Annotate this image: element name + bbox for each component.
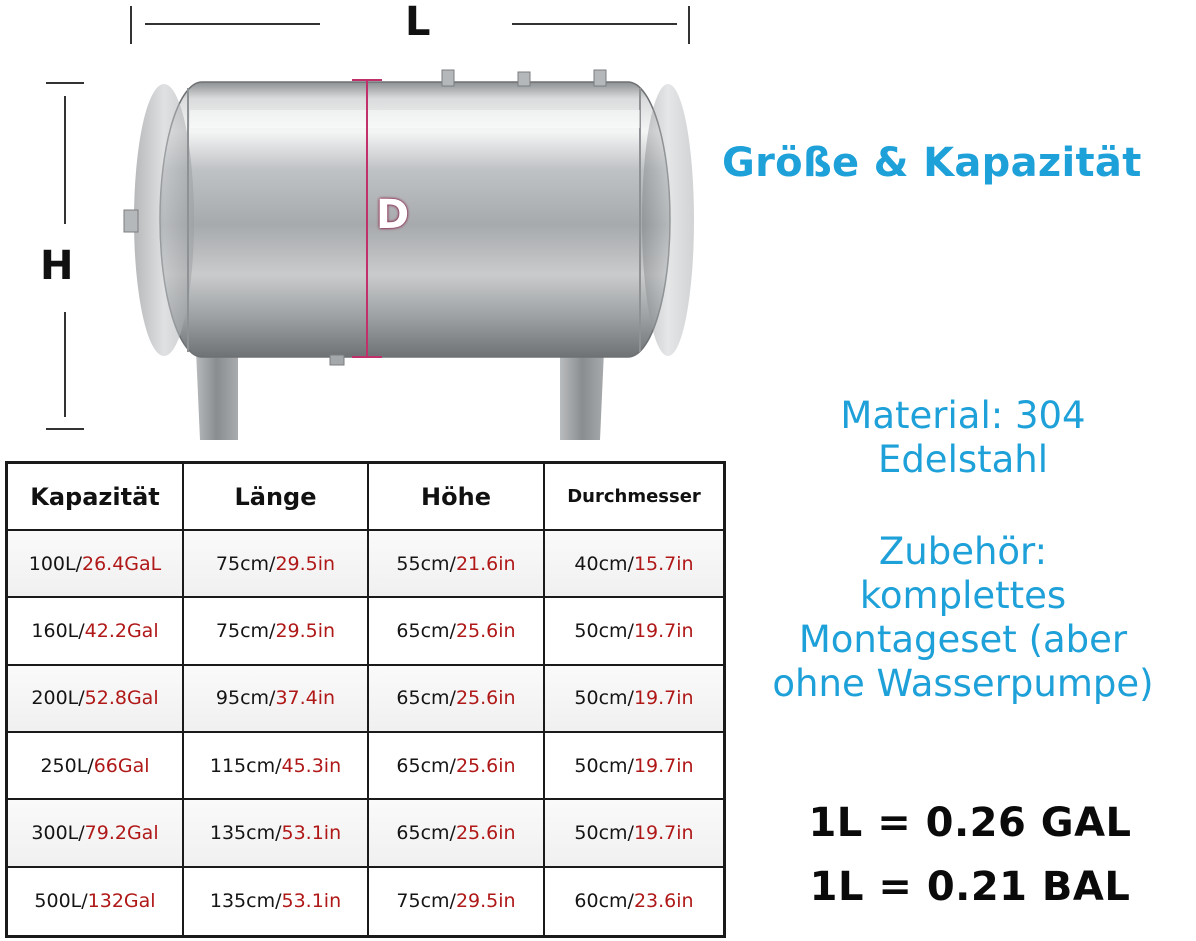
table-cell: 115cm / 45.3in — [184, 733, 369, 800]
tank-illustration — [120, 60, 710, 450]
diameter-label: D — [376, 192, 410, 238]
table-cell: 50cm / 19.7in — [545, 800, 723, 867]
table-cell: 60cm / 23.6in — [574, 890, 694, 913]
table-cell: 75cm / 29.5in — [369, 868, 545, 935]
accessories-line-3: Montageset (aber — [798, 618, 1128, 661]
table-cell: 75cm / 29.5in — [184, 531, 369, 598]
length-left-line — [145, 23, 320, 25]
height-bottom-line — [64, 312, 66, 417]
conversion-bal: 1L = 0.21 BAL — [809, 864, 1131, 910]
table-cell: 65cm / 25.6in — [369, 598, 545, 665]
table-cell: 50cm / 19.7in — [545, 733, 723, 800]
table-cell: 500L / 132Gal — [8, 868, 184, 935]
accessories-line-2: komplettes — [859, 574, 1067, 617]
table-cell: 160L / 42.2Gal — [8, 598, 184, 665]
length-left-tick — [130, 6, 132, 44]
page-title: Größe & Kapazität — [722, 140, 1142, 186]
table-cell: 50cm / 19.7in — [545, 598, 723, 665]
length-right-line — [512, 23, 677, 25]
table-header-capacity: Kapazität — [8, 464, 184, 531]
accessories-line-4: ohne Wasserpumpe) — [772, 662, 1154, 705]
height-label: H — [40, 243, 74, 289]
table-cell: 55cm / 21.6in — [369, 531, 545, 598]
accessories-line-1: Zubehör: — [878, 530, 1048, 573]
table-cell: 300L / 79.2Gal — [8, 800, 184, 867]
material-info — [730, 394, 1196, 482]
table-cell: 65cm / 25.6in — [369, 733, 545, 800]
height-top-tick — [46, 82, 84, 84]
conversion-gal: 1L = 0.26 GAL — [808, 800, 1132, 846]
table-cell: 200L / 52.8Gal — [8, 666, 184, 733]
table-header-diameter: Durchmesser — [545, 464, 723, 531]
spec-table — [5, 461, 726, 938]
table-header-height: Höhe — [369, 464, 545, 531]
table-cell: 65cm / 25.6in — [369, 666, 545, 733]
table-cell: 65cm / 25.6in — [369, 800, 545, 867]
accessories-info — [730, 530, 1196, 706]
table-cell: 135cm / 53.1in — [184, 800, 369, 867]
table-cell: 40cm / 15.7in — [545, 531, 723, 598]
height-bottom-tick — [46, 428, 84, 430]
table-cell: 75cm / 29.5in — [184, 598, 369, 665]
material-line-1: Material: 304 — [840, 394, 1086, 437]
table-cell: 100L / 26.4GaL — [8, 531, 184, 598]
length-label: L — [405, 0, 431, 45]
table-cell: 50cm / 19.7in — [545, 666, 723, 733]
table-cell: 250L / 66Gal — [8, 733, 184, 800]
table-header-length: Länge — [184, 464, 369, 531]
length-right-tick — [688, 6, 690, 44]
height-top-line — [64, 96, 66, 224]
material-line-2: Edelstahl — [877, 438, 1049, 481]
stainless-tank-image — [120, 60, 710, 450]
table-cell: 135cm / 53.1in — [184, 868, 369, 935]
table-cell: 95cm / 37.4in — [184, 666, 369, 733]
